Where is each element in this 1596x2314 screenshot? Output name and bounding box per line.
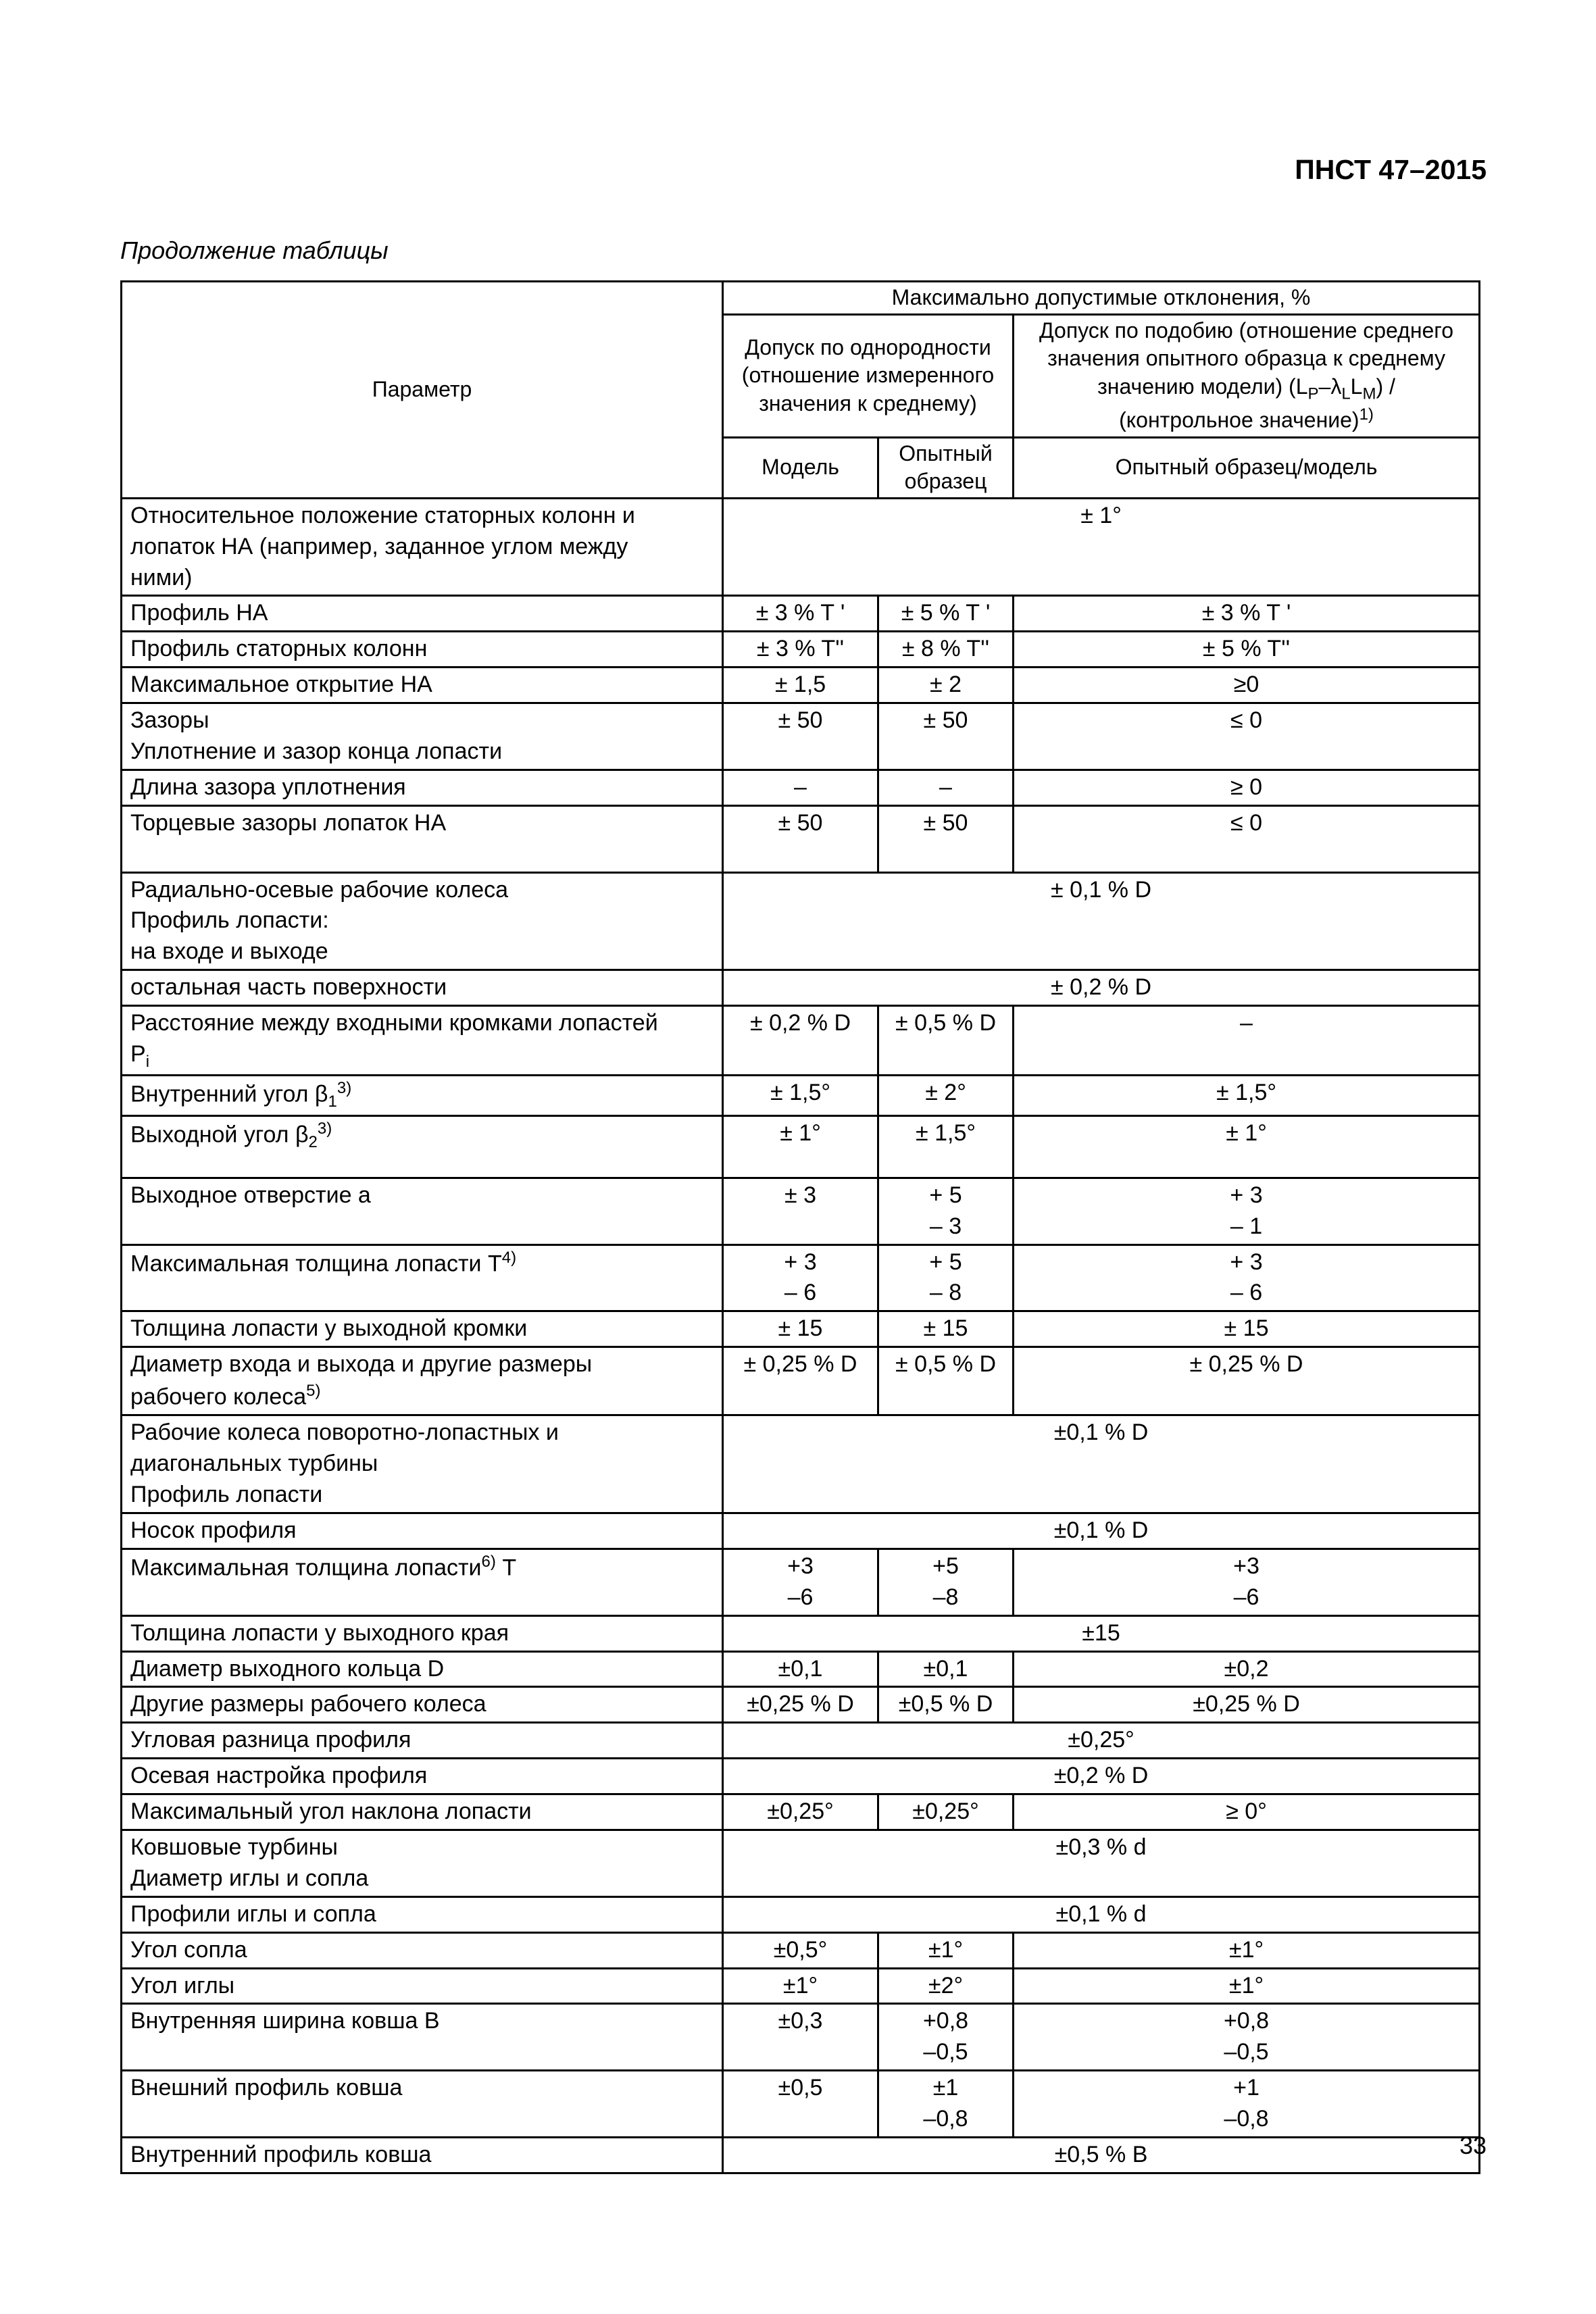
param-column-header: Параметр xyxy=(122,282,723,499)
prototype-model-value-cell: ≥ 0° xyxy=(1014,1794,1480,1830)
prototype-header: Опытный образец xyxy=(878,437,1014,498)
parameter-cell: Расстояние между входными кромками лопастей $P_i$ xyxy=(122,1006,723,1076)
page-number: 33 xyxy=(1459,2132,1487,2159)
parameter-cell: Угол иглы xyxy=(122,1968,723,2004)
table-row xyxy=(122,970,1480,1006)
prototype-model-value-cell: – xyxy=(1014,1006,1480,1076)
model-value-cell: ±1° xyxy=(723,1968,878,2004)
parameter-cell: Профили иглы и сопла xyxy=(122,1896,723,1932)
parameter-cell: Рабочие колеса поворотно-лопастных и диагональных турбины Профиль лопасти xyxy=(122,1415,723,1513)
table-row xyxy=(122,1615,1480,1651)
prototype-value-cell: – xyxy=(878,770,1014,805)
model-value-cell: ±0,25° xyxy=(723,1794,878,1830)
prototype-model-value-cell: ± 1,5° xyxy=(1014,1076,1480,1116)
table-row xyxy=(122,2138,1480,2173)
parameter-cell: Выходное отверстие a xyxy=(122,1178,723,1244)
prototype-model-header: Опытный образец/модель xyxy=(1014,437,1480,498)
parameter-cell: Внешний профиль ковша xyxy=(122,2071,723,2138)
prototype-value-cell: ± 1,5° xyxy=(878,1115,1014,1178)
prototype-model-value-cell: + 3 – 1 xyxy=(1014,1178,1480,1244)
model-value-cell: ± 50 xyxy=(723,703,878,770)
parameter-cell: Внутренняя ширина ковша B xyxy=(122,2004,723,2071)
model-value-cell: ± 0,25 % D xyxy=(723,1347,878,1415)
prototype-value-cell: ± 15 xyxy=(878,1311,1014,1347)
parameter-cell: Толщина лопасти у выходного края xyxy=(122,1615,723,1651)
table-row xyxy=(122,1968,1480,2004)
merged-value-cell: ± 0,1 % D xyxy=(723,872,1480,970)
parameter-cell: Максимальная толщина лопасти $T^{4)}$ xyxy=(122,1244,723,1311)
table-header xyxy=(122,282,1480,499)
table-row xyxy=(122,498,1480,596)
prototype-value-cell: ± 8 % T'' xyxy=(878,632,1014,668)
table-row xyxy=(122,1794,1480,1830)
table-row xyxy=(122,1415,1480,1513)
parameter-cell: Радиально-осевые рабочие колеса Профиль лопасти: на входе и выходе xyxy=(122,872,723,970)
table-row xyxy=(122,1178,1480,1244)
table-row xyxy=(122,770,1480,805)
table-row xyxy=(122,1932,1480,1968)
parameter-cell: Угловая разница профиля xyxy=(122,1723,723,1759)
prototype-value-cell: ±2° xyxy=(878,1968,1014,2004)
prototype-model-value-cell: +3 –6 xyxy=(1014,1549,1480,1615)
parameter-cell: Максимальная толщина лопасти$^{6)}$ T xyxy=(122,1549,723,1615)
merged-value-cell: ±0,3 % d xyxy=(723,1830,1480,1897)
table-row xyxy=(122,2071,1480,2138)
model-value-cell: ± 1,5 xyxy=(723,668,878,703)
model-value-cell: +3 –6 xyxy=(723,1549,878,1615)
prototype-model-value-cell: +1 –0,8 xyxy=(1014,2071,1480,2138)
prototype-model-value-cell: ± 0,25 % D xyxy=(1014,1347,1480,1415)
model-value-cell: ± 15 xyxy=(723,1311,878,1347)
table-row xyxy=(122,1651,1480,1687)
prototype-value-cell: ±1° xyxy=(878,1932,1014,1968)
table-row xyxy=(122,1723,1480,1759)
table-row xyxy=(122,1311,1480,1347)
table-body xyxy=(122,498,1480,2173)
merged-value-cell: ±0,1 % D xyxy=(723,1415,1480,1513)
prototype-model-value-cell: ±0,25 % D xyxy=(1014,1687,1480,1723)
parameter-cell: Ковшовые турбины Диаметр иглы и сопла xyxy=(122,1830,723,1897)
parameter-cell: Торцевые зазоры лопаток НА xyxy=(122,805,723,872)
prototype-value-cell: +0,8 –0,5 xyxy=(878,2004,1014,2071)
prototype-value-cell: ± 5 % T ' xyxy=(878,596,1014,632)
prototype-model-value-cell: ≤ 0 xyxy=(1014,805,1480,872)
table-row xyxy=(122,703,1480,770)
prototype-model-value-cell: ±1° xyxy=(1014,1932,1480,1968)
parameter-cell: Носок профиля xyxy=(122,1513,723,1549)
model-value-cell: ±0,25 % D xyxy=(723,1687,878,1723)
prototype-model-value-cell: + 3 – 6 xyxy=(1014,1244,1480,1311)
prototype-value-cell: + 5 – 3 xyxy=(878,1178,1014,1244)
prototype-model-value-cell: ≥ 0 xyxy=(1014,770,1480,805)
parameter-cell: Угол сопла xyxy=(122,1932,723,1968)
model-value-cell: ± 50 xyxy=(723,805,878,872)
prototype-value-cell: ± 2° xyxy=(878,1076,1014,1116)
table-row xyxy=(122,632,1480,668)
parameter-cell: Профиль НА xyxy=(122,596,723,632)
prototype-model-value-cell: ± 5 % T'' xyxy=(1014,632,1480,668)
prototype-value-cell: ±1 –0,8 xyxy=(878,2071,1014,2138)
table-row xyxy=(122,596,1480,632)
merged-value-cell: ±15 xyxy=(723,1615,1480,1651)
prototype-value-cell: ± 2 xyxy=(878,668,1014,703)
prototype-model-value-cell: ±1° xyxy=(1014,1968,1480,2004)
prototype-value-cell: ± 50 xyxy=(878,703,1014,770)
model-value-cell: ±0,5 xyxy=(723,2071,878,2138)
model-value-cell: ±0,3 xyxy=(723,2004,878,2071)
prototype-value-cell: ± 0,5 % D xyxy=(878,1347,1014,1415)
model-value-cell: ± 1,5° xyxy=(723,1076,878,1116)
parameter-cell: Относительное положение статорных колонн и лопаток НА (например, заданное углом между ними) xyxy=(122,498,723,596)
parameter-cell: остальная часть поверхности xyxy=(122,970,723,1006)
parameter-cell: Внутренний угол $\beta_1^{3)}$ xyxy=(122,1076,723,1116)
merged-value-cell: ±0,5 % B xyxy=(723,2138,1480,2173)
prototype-value-cell: ±0,1 xyxy=(878,1651,1014,1687)
table-row xyxy=(122,1549,1480,1615)
prototype-model-value-cell: ≤ 0 xyxy=(1014,703,1480,770)
prototype-model-value-cell: +0,8 –0,5 xyxy=(1014,2004,1480,2071)
prototype-value-cell: ± 50 xyxy=(878,805,1014,872)
prototype-model-value-cell: ± 1° xyxy=(1014,1115,1480,1178)
table-row xyxy=(122,1896,1480,1932)
parameter-cell: Диаметр входа и выхода и другие размеры рабочего колеса$^{5)}$ xyxy=(122,1347,723,1415)
table-row xyxy=(122,1347,1480,1415)
prototype-value-cell: +5 –8 xyxy=(878,1549,1014,1615)
prototype-value-cell: + 5 – 8 xyxy=(878,1244,1014,1311)
prototype-model-value-cell: ≥0 xyxy=(1014,668,1480,703)
prototype-value-cell: ±0,25° xyxy=(878,1794,1014,1830)
parameter-cell: Зазоры Уплотнение и зазор конца лопасти xyxy=(122,703,723,770)
merged-value-cell: ± 1° xyxy=(723,498,1480,596)
table-row xyxy=(122,1830,1480,1897)
model-value-cell: ± 1° xyxy=(723,1115,878,1178)
merged-value-cell: ±0,25° xyxy=(723,1723,1480,1759)
model-value-cell: + 3 – 6 xyxy=(723,1244,878,1311)
max-deviation-header: Максимально допустимые отклонения, % xyxy=(723,282,1480,315)
parameter-cell: Максимальное открытие НА xyxy=(122,668,723,703)
table-row xyxy=(122,668,1480,703)
model-value-cell: ± 3 xyxy=(723,1178,878,1244)
tolerance-table xyxy=(120,280,1480,2174)
prototype-model-value-cell: ± 3 % T ' xyxy=(1014,596,1480,632)
document-id: ПНСТ 47–2015 xyxy=(1295,154,1487,185)
parameter-cell: Осевая настройка профиля xyxy=(122,1759,723,1794)
prototype-model-value-cell: ± 15 xyxy=(1014,1311,1480,1347)
table-row xyxy=(122,2004,1480,2071)
prototype-model-value-cell: ±0,2 xyxy=(1014,1651,1480,1687)
prototype-value-cell: ± 0,5 % D xyxy=(878,1006,1014,1076)
table-row xyxy=(122,872,1480,970)
parameter-cell: Длина зазора уплотнения xyxy=(122,770,723,805)
merged-value-cell: ±0,1 % D xyxy=(723,1513,1480,1549)
uniformity-header: Допуск по однородности (отношение измеренного значения к среднему) xyxy=(723,314,1014,437)
parameter-cell: Диаметр выходного кольца D xyxy=(122,1651,723,1687)
table-row xyxy=(122,1076,1480,1116)
table-row xyxy=(122,1759,1480,1794)
parameter-cell: Выходной угол $\beta_2^{3)}$ xyxy=(122,1115,723,1178)
table-row xyxy=(122,1115,1480,1178)
table-row xyxy=(122,805,1480,872)
merged-value-cell: ±0,2 % D xyxy=(723,1759,1480,1794)
table-row xyxy=(122,1687,1480,1723)
table-row xyxy=(122,1244,1480,1311)
parameter-cell: Внутренний профиль ковша xyxy=(122,2138,723,2173)
table-row xyxy=(122,1513,1480,1549)
model-value-cell: ± 3 % T ' xyxy=(723,596,878,632)
table-row xyxy=(122,1006,1480,1076)
model-value-cell: – xyxy=(723,770,878,805)
parameter-cell: Толщина лопасти у выходной кромки xyxy=(122,1311,723,1347)
model-value-cell: ±0,1 xyxy=(723,1651,878,1687)
parameter-cell: Профиль статорных колонн xyxy=(122,632,723,668)
parameter-cell: Другие размеры рабочего колеса xyxy=(122,1687,723,1723)
table-continuation-caption: Продолжение таблицы xyxy=(120,236,389,264)
model-value-cell: ±0,5° xyxy=(723,1932,878,1968)
model-value-cell: ± 3 % T'' xyxy=(723,632,878,668)
prototype-value-cell: ±0,5 % D xyxy=(878,1687,1014,1723)
similarity-header: Допуск по подобию (отношение среднего значения опытного образца к среднему значению модели) $(L_P-\lambda_LL_M)$ / (контрольное значение)$^{1)}$ xyxy=(1014,314,1480,437)
model-header: Модель xyxy=(723,437,878,498)
model-value-cell: ± 0,2 % D xyxy=(723,1006,878,1076)
merged-value-cell: ± 0,2 % D xyxy=(723,970,1480,1006)
merged-value-cell: ±0,1 % d xyxy=(723,1896,1480,1932)
parameter-cell: Максимальный угол наклона лопасти xyxy=(122,1794,723,1830)
